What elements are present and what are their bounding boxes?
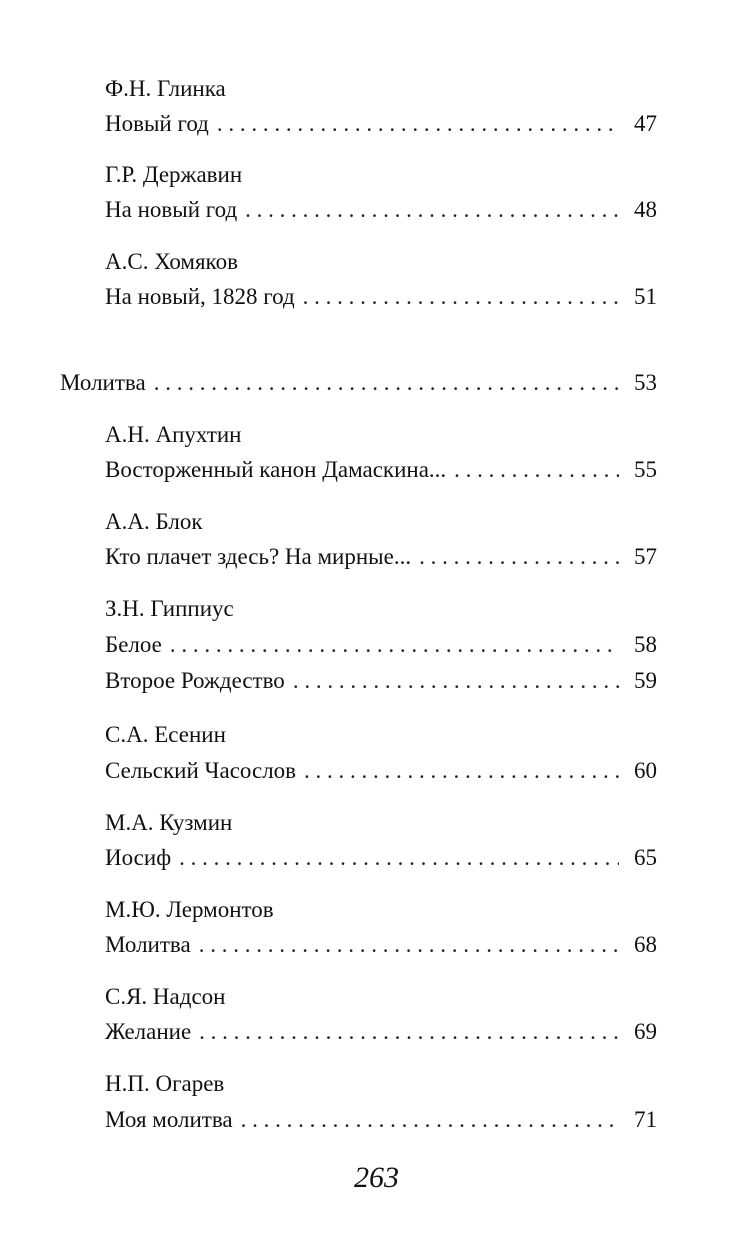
toc-author: Г.Р. Державин	[105, 162, 243, 187]
toc-entry-page: 58	[634, 632, 657, 657]
leader-dots	[303, 280, 619, 314]
toc-entry-title: Моя молитва	[105, 1107, 233, 1132]
leader-dots	[241, 1103, 619, 1137]
toc-entry	[105, 754, 657, 788]
toc-section-page: 53	[634, 370, 657, 395]
toc-entry	[105, 540, 657, 574]
toc-entry-title: На новый, 1828 год	[105, 284, 295, 309]
toc-entry-title: Новый год	[105, 111, 209, 136]
toc-entry	[105, 841, 657, 875]
leader-dots	[293, 664, 619, 698]
toc-author: Н.П. Огарев	[105, 1071, 225, 1096]
page-number: 263	[354, 1161, 399, 1194]
toc-entry-title: На новый год	[105, 197, 238, 222]
toc-entry	[105, 628, 657, 662]
toc-entry	[105, 1015, 657, 1049]
toc-entry-title: Кто плачет здесь? На мирные...	[105, 544, 412, 569]
leader-dots	[199, 928, 619, 962]
toc-section-title: Молитва	[60, 370, 146, 395]
leader-dots	[170, 628, 619, 662]
toc-entry-page: 47	[634, 111, 657, 136]
toc-entry	[105, 453, 657, 487]
toc-entry-page: 71	[634, 1107, 657, 1132]
toc-entry-page: 65	[634, 845, 657, 870]
toc-author: А.Н. Апухтин	[105, 422, 242, 447]
toc-entry-page: 60	[634, 758, 657, 783]
toc-entry	[105, 928, 657, 962]
leader-dots	[454, 453, 619, 487]
toc-entry-title: Второе Рождество	[105, 668, 285, 693]
toc-author: А.С. Хомяков	[105, 249, 238, 274]
toc-entry-page: 55	[634, 457, 657, 482]
toc-author: М.Ю. Лермонтов	[105, 897, 274, 922]
toc-entry	[105, 107, 657, 141]
toc-entry-title: Молитва	[105, 932, 191, 957]
toc-entry-page: 68	[634, 932, 657, 957]
leader-dots	[304, 754, 619, 788]
leader-dots	[217, 107, 619, 141]
toc-entry-page: 51	[634, 284, 657, 309]
toc-entry	[105, 280, 657, 314]
toc-author: С.Я. Надсон	[105, 984, 226, 1009]
toc-entry	[105, 1103, 657, 1137]
leader-dots	[154, 366, 619, 400]
toc-entry	[105, 193, 657, 227]
toc-entry-page: 59	[634, 668, 657, 693]
toc-author: А.А. Блок	[105, 509, 203, 534]
toc-entry	[105, 664, 657, 698]
toc-author: Ф.Н. Глинка	[105, 76, 226, 101]
leader-dots	[245, 193, 619, 227]
toc-author: С.А. Есенин	[105, 722, 226, 747]
leader-dots	[419, 540, 619, 574]
toc-entry-title: Восторженный канон Дамаскина...	[105, 457, 447, 482]
toc-entry-title: Иосиф	[105, 845, 172, 870]
leader-dots	[199, 1015, 619, 1049]
leader-dots	[179, 841, 619, 875]
toc-entry-page: 57	[634, 544, 657, 569]
toc-entry-title: Белое	[105, 632, 162, 657]
toc-author: З.Н. Гиппиус	[105, 596, 234, 621]
toc-entry-title: Сельский Часослов	[105, 758, 297, 783]
toc-section	[60, 366, 657, 400]
toc-entry-page: 69	[634, 1019, 657, 1044]
toc-author: М.А. Кузмин	[105, 810, 233, 835]
toc-entry-page: 48	[634, 197, 657, 222]
toc-entry-title: Желание	[105, 1019, 192, 1044]
